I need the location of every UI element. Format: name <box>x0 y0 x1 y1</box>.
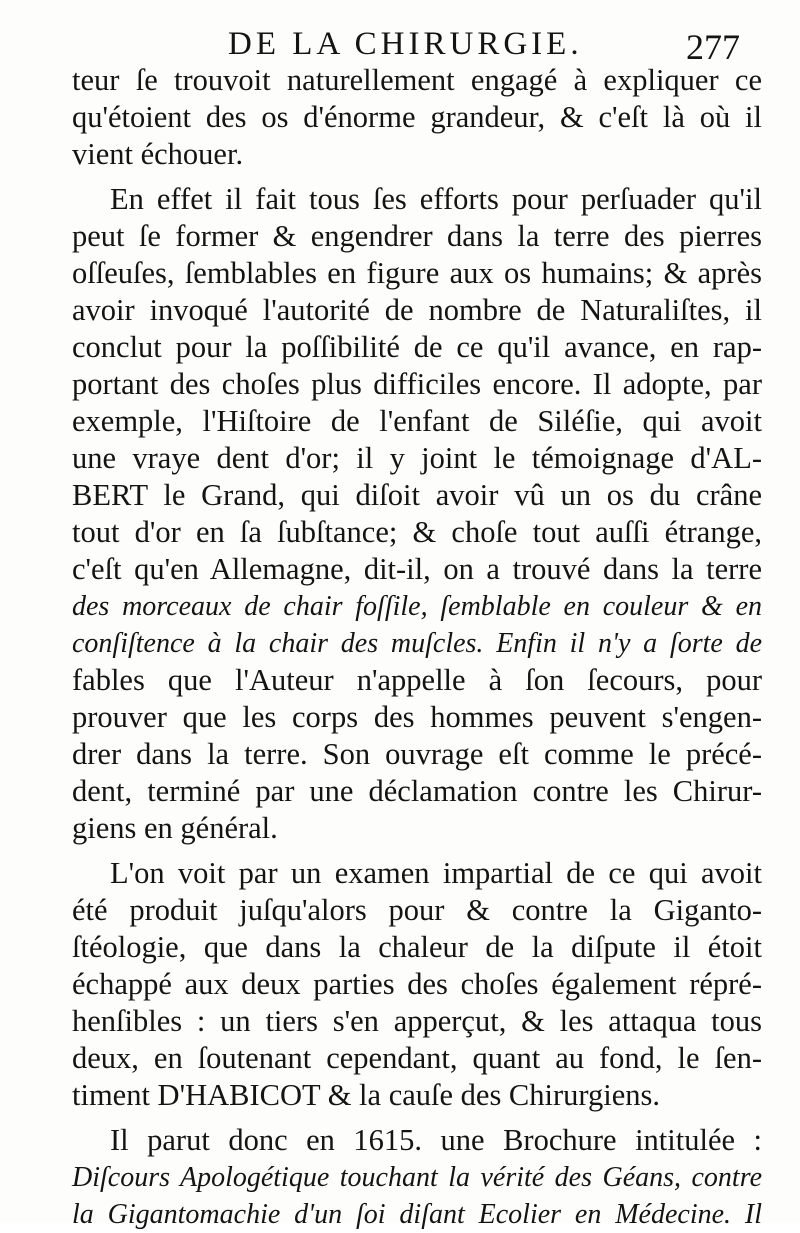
text-line: drer dans la terre. Son ouvrage eſt comme le précé- <box>72 737 762 771</box>
text-line: L'on voit par un examen impartial de ce qui avoit <box>110 856 762 890</box>
body-text <box>72 62 762 1233</box>
text-line: dent, terminé par une déclamation contre les Chirur- <box>72 774 762 808</box>
page-number: 277 <box>686 27 740 67</box>
text-line: Il parut donc en 1615. une Brochure intitulée : <box>110 1123 762 1157</box>
text-line: En effet il fait tous ſes efforts pour perſuader qu'il <box>110 182 762 216</box>
text-line: des morceaux de chair foſſile, ſemblable en couleur & en <box>72 591 762 622</box>
text-line: portant des choſes plus difficiles encore. Il adopte, par <box>72 367 762 401</box>
text-line: deux, en ſoutenant cependant, quant au fond, le ſen- <box>72 1041 762 1075</box>
text-line: une vraye dent d'or; il y joint le témoignage d'AL- <box>72 441 762 475</box>
text-line: giens en général. <box>72 811 278 845</box>
text-line: fables que l'Auteur n'appelle à ſon ſecours, pour <box>72 663 762 697</box>
text-line: la Gigantomachie d'un ſoi diſant Ecolier en Médecine. Il <box>72 1199 762 1230</box>
text-line: teur ſe trouvoit naturellement engagé à expliquer ce <box>72 63 762 97</box>
text-line: peut ſe former & engendrer dans la terre des pierres <box>72 219 762 253</box>
text-line: été produit juſqu'alors pour & contre la Giganto- <box>72 893 762 927</box>
text-line: tout d'or en ſa ſubſtance; & choſe tout auſſi étrange, <box>72 515 762 549</box>
text-line: henſibles : un tiers s'en apperçut, & les attaqua tous <box>72 1004 762 1038</box>
text-line: qu'étoient des os d'énorme grandeur, & c'eſt là où il <box>72 100 762 134</box>
text-line: conclut pour la poſſibilité de ce qu'il avance, en rap- <box>72 330 762 364</box>
text-line: échappé aux deux parties des choſes également répré- <box>72 967 762 1001</box>
text-line: BERT le Grand, qui diſoit avoir vû un os du crâne <box>72 478 762 512</box>
text-line: ſtéologie, que dans la chaleur de la diſpute il étoit <box>72 930 762 964</box>
text-line: timent D'HABICOT & la cauſe des Chirurgiens. <box>72 1078 661 1112</box>
running-head: DE LA CHIRURGIE. <box>228 26 583 62</box>
text-line: avoir invoqué l'autorité de nombre de Naturaliſtes, il <box>72 293 762 327</box>
text-line: prouver que les corps des hommes peuvent s'engen- <box>72 700 762 734</box>
text-line: vient échouer. <box>72 137 244 171</box>
text-line: exemple, l'Hiſtoire de l'enfant de Siléſie, qui avoit <box>72 404 762 438</box>
text-line: conſiſtence à la chair des muſcles. Enfin il n'y a ſorte de <box>72 628 762 659</box>
text-line: oſſeuſes, ſemblables en figure aux os humains; & après <box>72 256 762 290</box>
text-line: c'eſt qu'en Allemagne, dit-il, on a trouvé dans la terre <box>72 552 762 586</box>
text-line: Diſcours Apologétique touchant la vérité des Géans, contre <box>72 1162 762 1193</box>
